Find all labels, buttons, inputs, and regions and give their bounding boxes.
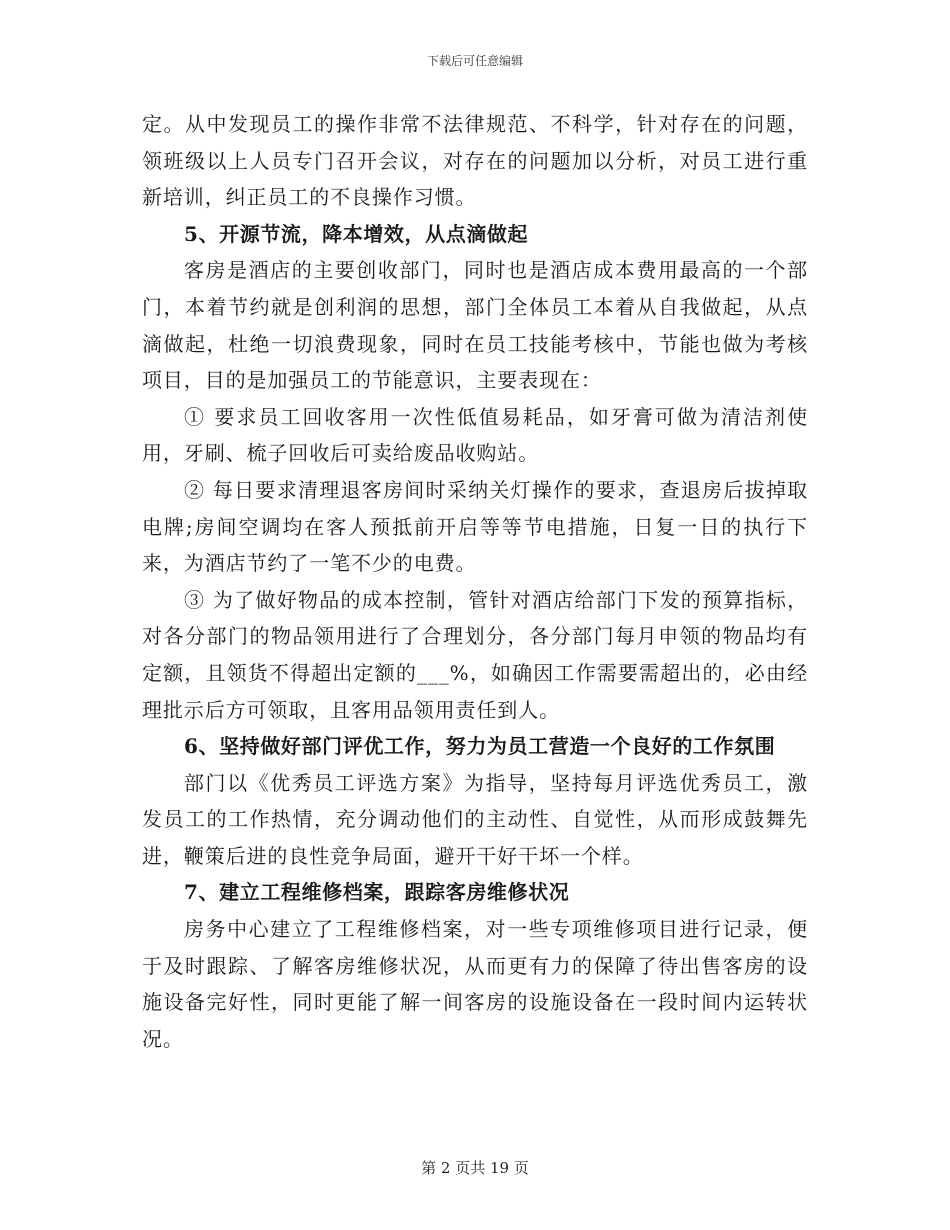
document-body [142,106,808,1057]
paragraph-list-item: ③ 为了做好物品的成本控制，管针对酒店给部门下发的预算指标，对各分部门的物品领用进行了合理划分，各分部门每月申领的物品均有定额，且领货不得超出定额的___%，如确因工作需要需超出的，必由经理批示后方可领取，且客用品领用责任到人。 [142,587,808,722]
page-header-note: 下载后可任意编辑 [426,54,523,68]
page-number-footer: 第 2 页共 19 页 [421,1159,529,1177]
paragraph-body: 房务中心建立了工程维修档案，对一些专项维修项目进行记录，便于及时跟踪、了解客房维修状况，从而更有力的保障了待出售客房的设施设备完好性，同时更能了解一间客房的设施设备在一段时间内运转状况。 [142,917,808,1051]
section-heading: 5、开源节流，降本增效，从点滴做起 [184,221,529,246]
paragraph-body: 客房是酒店的主要创收部门，同时也是酒店成本费用最高的一个部门，本着节约就是创利润的思想，部门全体员工本着从自我做起，从点滴做起，杜绝一切浪费现象，同时在员工技能考核中，节能也做为考核项目，目的是加强员工的节能意识，主要表现在： [142,258,808,393]
section-heading: 6、坚持做好部门评优工作，努力为员工营造一个良好的工作氛围 [184,734,776,759]
paragraph-list-item: ① 要求员工回收客用一次性低值易耗品，如牙膏可做为清洁剂使用，牙刷、梳子回收后可卖给废品收购站。 [142,404,808,466]
paragraph-body: 部门以《优秀员工评选方案》为指导，坚持每月评选优秀员工，激发员工的工作热情，充分调动他们的主动性、自觉性，从而形成鼓舞先进，鞭策后进的良性竞争局面，避开干好干坏一个样。 [142,770,808,868]
section-heading: 7、建立工程维修档案，跟踪客房维修状况 [184,880,570,905]
paragraph-list-item: ② 每日要求清理退客房间时采纳关灯操作的要求，查退房后拔掉取电牌;房间空调均在客人预抵前开启等等节电措施，日复一日的执行下来，为酒店节约了一笔不少的电费。 [142,477,808,576]
paragraph-body: 定。从中发现员工的操作非常不法律规范、不科学，针对存在的问题，领班级以上人员专门召开会议，对存在的问题加以分析，对员工进行重新培训，纠正员工的不良操作习惯。 [142,112,808,210]
